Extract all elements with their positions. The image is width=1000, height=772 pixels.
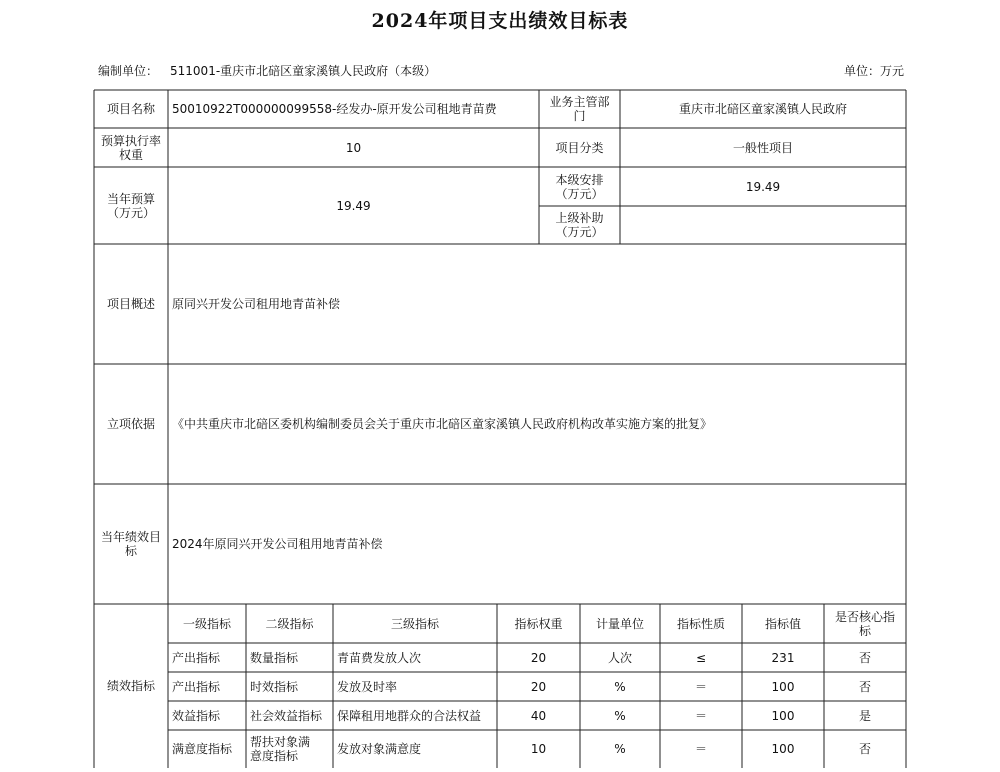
overview-label: 项目概述 xyxy=(106,297,155,311)
category-label: 项目分类 xyxy=(555,140,604,155)
header-level3: 三级指标 xyxy=(390,616,439,631)
local-budget-value: 19.49 xyxy=(745,179,781,194)
row-level2: 时效指标 xyxy=(250,679,299,694)
row-unit: % xyxy=(614,708,626,723)
subsidy-value xyxy=(620,206,906,244)
compiling-unit xyxy=(98,62,436,79)
project-name-label: 项目名称 xyxy=(106,102,155,116)
row-level1: 效益指标 xyxy=(172,708,221,723)
header-value: 指标值 xyxy=(764,616,801,631)
local-budget-label: 本级安排（万元） xyxy=(555,172,604,201)
row-core: 否 xyxy=(858,679,871,694)
row-level2: 数量指标 xyxy=(250,650,299,665)
row-level3: 保障租用地群众的合法权益 xyxy=(337,708,482,723)
page-title: 2024年项目支出绩效目标表 xyxy=(371,10,629,32)
subsidy-label: 上级补助（万元） xyxy=(555,211,604,239)
budget-value: 19.49 xyxy=(336,198,371,213)
compiling-unit-label: 编制单位： xyxy=(98,64,159,78)
row-unit: % xyxy=(614,679,626,694)
row-level1: 产出指标 xyxy=(172,679,221,694)
goal-label: 当年绩效目标 xyxy=(100,530,161,558)
row-core: 是 xyxy=(858,708,871,723)
indicators-label: 绩效指标 xyxy=(106,679,155,693)
weight-label: 预算执行率权重 xyxy=(100,133,161,162)
basis-value: 《中共重庆市北碚区委机构编制委员会关于重庆市北碚区童家溪镇人民政府机构改革实施方案的批复》 xyxy=(172,417,713,431)
row-level2: 帮扶对象满意度指标 xyxy=(250,735,311,763)
row-weight: 20 xyxy=(530,679,547,694)
row-unit: % xyxy=(614,742,626,756)
row-level2: 社会效益指标 xyxy=(250,708,323,723)
header-unit: 计量单位 xyxy=(595,616,644,631)
row-weight: 10 xyxy=(530,742,547,756)
row-value: 100 xyxy=(771,679,795,694)
row-level1: 满意度指标 xyxy=(172,742,233,756)
currency-unit: 单位：万元 xyxy=(843,64,904,78)
row-nature: ＝ xyxy=(694,708,707,723)
row-value: 231 xyxy=(771,650,795,665)
row-nature: ＝ xyxy=(694,679,707,694)
header-core: 是否核心指标 xyxy=(834,609,895,638)
category-value: 一般性项目 xyxy=(732,140,793,155)
weight-value: 10 xyxy=(345,140,362,155)
row-level3: 发放对象满意度 xyxy=(337,742,422,756)
budget-label: 当年预算（万元） xyxy=(106,191,155,220)
goal-value: 2024年原同兴开发公司租用地青苗补偿 xyxy=(172,537,383,551)
row-nature: ＝ xyxy=(694,742,707,756)
row-weight: 20 xyxy=(530,650,547,665)
project-name-value: 50010922T000000099558-经发办-原开发公司租地青苗费 xyxy=(172,102,497,116)
row-value: 100 xyxy=(771,708,795,723)
row-unit: 人次 xyxy=(607,650,632,665)
basis-label: 立项依据 xyxy=(106,417,155,431)
row-level1: 产出指标 xyxy=(172,650,221,665)
header-nature: 指标性质 xyxy=(676,616,725,631)
header-weight: 指标权重 xyxy=(514,616,563,631)
compiling-unit-value: 511001-重庆市北碚区童家溪镇人民政府（本级） xyxy=(170,64,437,78)
row-core: 否 xyxy=(858,742,871,756)
row-nature: ≤ xyxy=(695,650,707,665)
dept-label: 业务主管部门 xyxy=(549,95,610,123)
row-core: 否 xyxy=(858,650,871,665)
header-level1: 一级指标 xyxy=(182,616,231,631)
dept-value: 重庆市北碚区童家溪镇人民政府 xyxy=(678,102,847,116)
row-level3: 青苗费发放人次 xyxy=(337,650,422,665)
row-value: 100 xyxy=(771,742,795,756)
row-weight: 40 xyxy=(530,708,547,723)
header-level2: 二级指标 xyxy=(265,616,314,631)
overview-value: 原同兴开发公司租用地青苗补偿 xyxy=(172,297,341,311)
row-level3: 发放及时率 xyxy=(337,679,398,694)
